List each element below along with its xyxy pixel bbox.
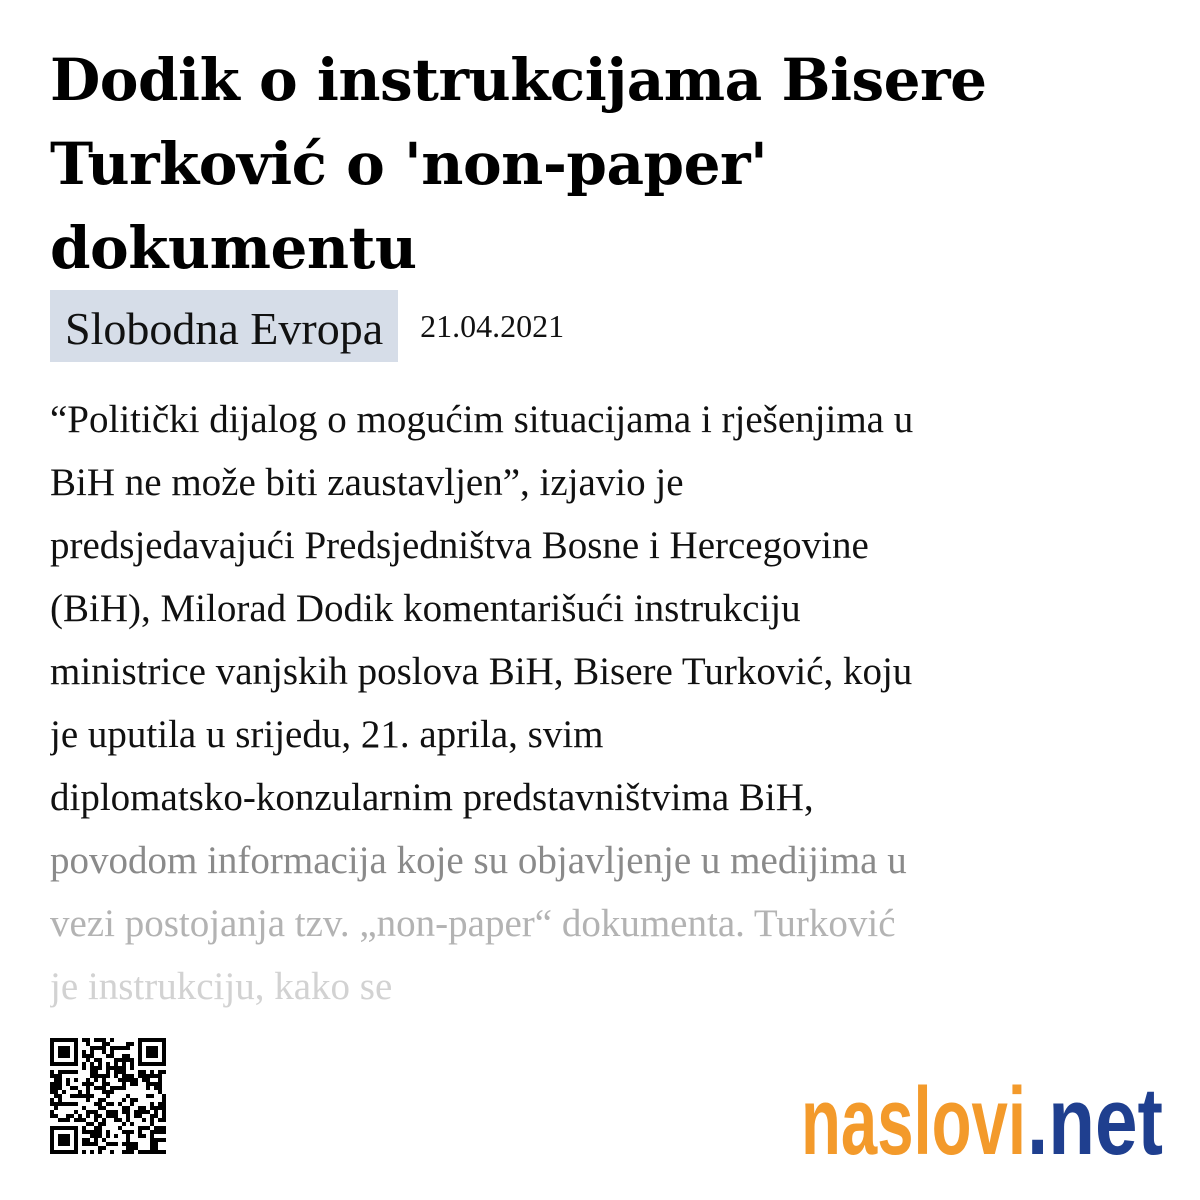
body-line-faded: povodom informacija koje su objavljenje u medijima u: [50, 839, 907, 882]
qr-code-icon[interactable]: [50, 1038, 166, 1154]
article-meta: [50, 290, 564, 362]
logo-word-main: naslovi: [801, 1068, 1026, 1168]
body-line-faded: je instrukciju, kako se: [50, 965, 393, 1008]
body-line: predsjedavajući Predsjedništva Bosne i Hercegovine: [50, 524, 869, 567]
publication-date: 21.04.2021: [420, 308, 565, 344]
body-line: diplomatsko-konzularnim predstavništvima BiH,: [50, 776, 814, 819]
logo-word-suffix: .net: [1027, 1068, 1163, 1168]
body-line: ministrice vanjskih poslova BiH, Bisere Turković, koju: [50, 650, 913, 693]
body-line: (BiH), Milorad Dodik komentarišući instrukciju: [50, 587, 801, 630]
body-line: “Politički dijalog o mogućim situacijama i rješenjima u: [50, 398, 914, 441]
body-line-faded: vezi postojanja tzv. „non-paper“ dokumenta. Turković: [50, 902, 896, 945]
body-line: BiH ne može biti zaustavljen”, izjavio je: [50, 461, 684, 504]
naslovi-net-logo[interactable]: [801, 1058, 1166, 1168]
article-headline: Dodik o instrukcijama Bisere Turković o 'non-paper' dokumentu: [50, 46, 987, 282]
article-body: [50, 388, 1150, 1008]
body-line: je uputila u srijedu, 21. aprila, svim: [50, 713, 604, 756]
source-badge[interactable]: Slobodna Evropa: [50, 290, 398, 362]
